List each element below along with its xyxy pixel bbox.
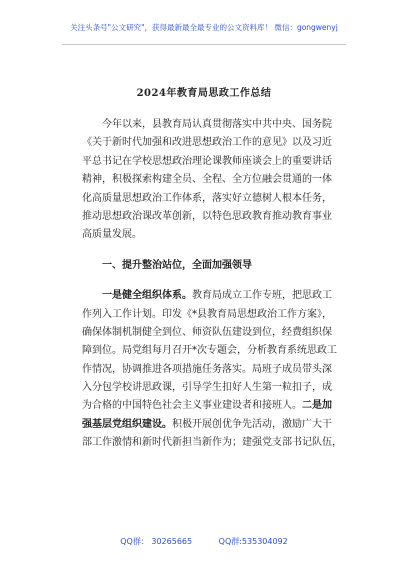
para-line <box>82 287 332 305</box>
para-line: 作情况，协调推进各项措施任务落实。局班子成员带头深 <box>82 363 332 375</box>
para-lead-bold: 一是健全组织体系。 <box>102 290 192 302</box>
document-body <box>82 116 342 453</box>
para-line: 入分包学校讲思政课，引导学生扣好人生第一粒扣子，成 <box>82 382 332 394</box>
footer-qq-1: QQ群： 30265665 <box>120 537 193 546</box>
para-line <box>82 397 332 415</box>
intro-line: 高质量发展。 <box>82 229 142 241</box>
intro-line: 今年以来，县教育局认真贯彻落实中共中央、国务院 <box>102 119 332 130</box>
para-lead-bold: 强基层党组织建设。 <box>82 418 172 430</box>
header-divider <box>62 44 346 45</box>
para-line: 确保体制机制健全到位、师资队伍建设到位，经费组织保 <box>82 326 332 338</box>
para-line: 作列入工作计划。印发《*县教育局思想政治工作方案》， <box>82 308 332 320</box>
para-lead-bold: 二是加 <box>302 400 332 412</box>
intro-line: 推动思想政治课改革创新，以特色思政教育推动教育事业 <box>82 210 332 222</box>
para-line <box>82 416 332 434</box>
section-heading: 一、提升整治站位，全面加强领导 <box>102 259 252 271</box>
para-text: 教育局成立工作专班，把思政工 <box>192 290 332 302</box>
intro-line: 化高质量思想政治工作体系，落实好立德树人根本任务， <box>82 192 332 204</box>
intro-line: 平总书记在学校思想政治理论课教师座谈会上的重要讲话 <box>82 155 332 167</box>
footer-qq-2: QQ群:535304092 <box>218 537 288 546</box>
para-text: 积极开展创优争先活动，激励广大干 <box>172 418 332 430</box>
para-line: 障到位。局党组每月召开*次专题会，分析教育系统思政工 <box>82 345 337 357</box>
footer-contact <box>0 536 408 547</box>
intro-line: 《关于新时代加强和改进思想政治工作的意见》以及习近 <box>82 137 332 149</box>
para-line: 部工作激情和新时代新担当新作为；建强党支部书记队伍， <box>82 437 342 449</box>
para-text: 为合格的中国特色社会主义事业建设者和接班人。 <box>82 400 302 412</box>
intro-line: 精神，积极探索构建全员、全程、全方位融会贯通的一体 <box>82 174 332 186</box>
header-promo-note: 关注头条号"公文研究"，获得最新最全最专业的公文资料库！ 微信：gongwenyj <box>70 23 338 32</box>
document-title: 2024年教育局思政工作总结 <box>136 88 272 99</box>
